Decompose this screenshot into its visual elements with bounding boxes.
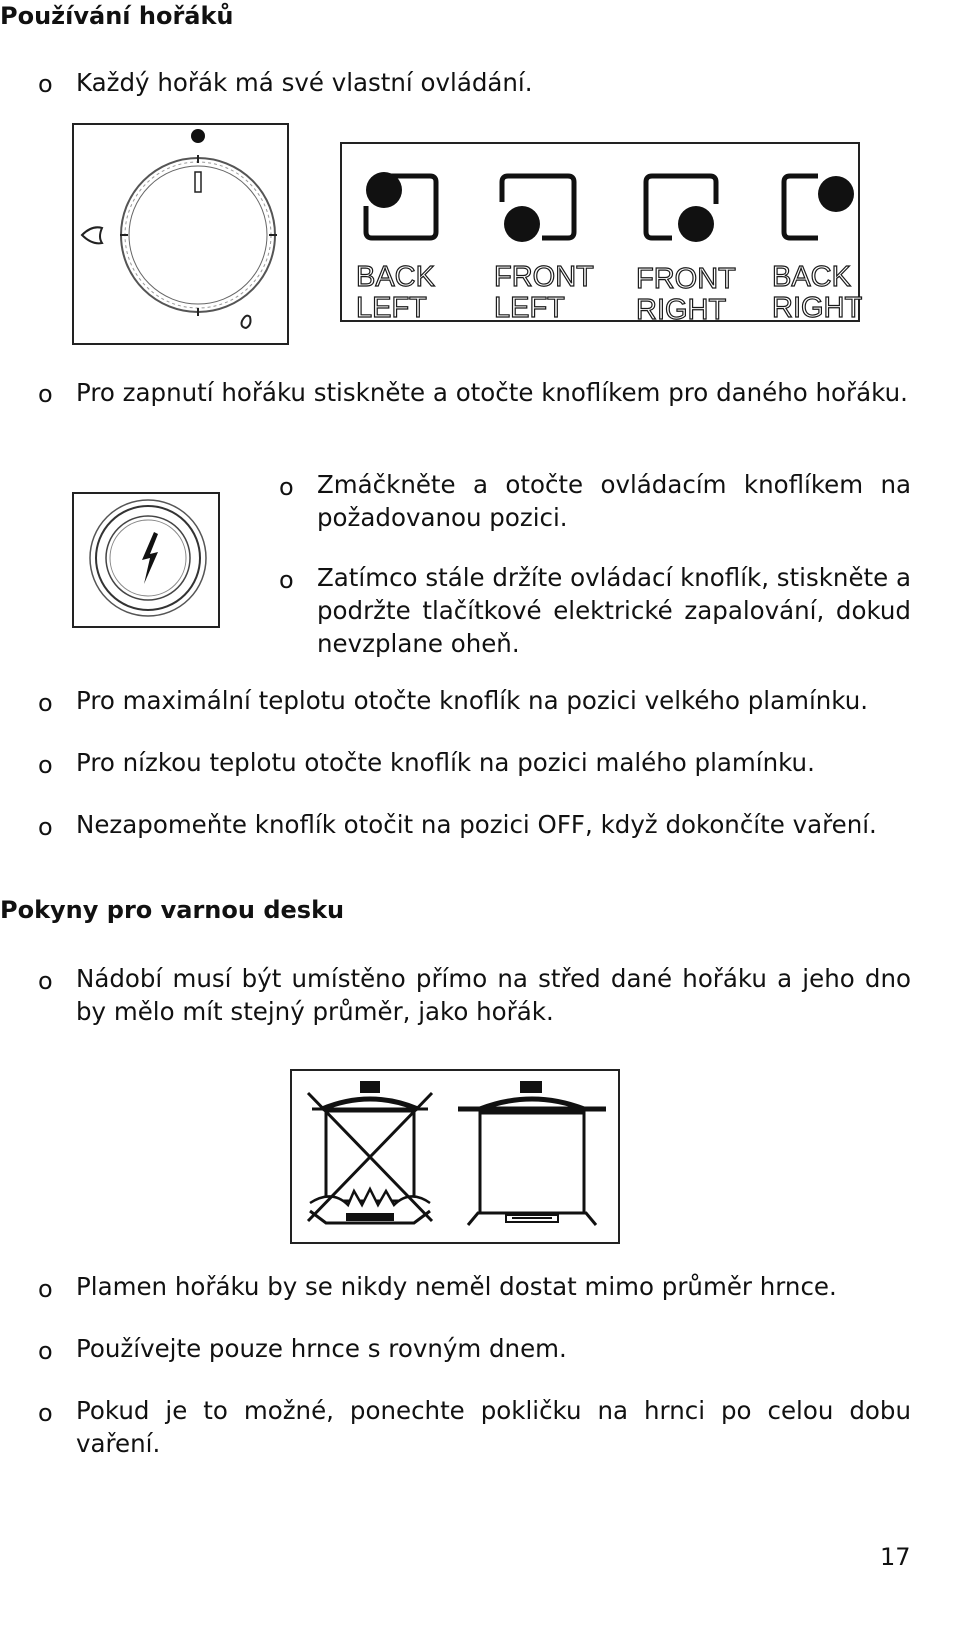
correct-pot-icon [458, 1081, 606, 1225]
section-heading-burners: Používání hořáků [0, 2, 234, 30]
paragraph-keep-lid: Pokud je to možné, ponechte pokličku na hrnci po celou dobu vaření. [76, 1396, 911, 1458]
bullet-marker: o [38, 1337, 53, 1365]
pot-placement-drawing [292, 1071, 618, 1242]
small-flame-icon [242, 316, 251, 328]
paragraph-each-burner-control: Každý hořák má své vlastní ovládání. [76, 68, 533, 97]
paragraph-flame-diameter: Plamen hořáku by se nikdy neměl dostat mimo průměr hrnce. [76, 1272, 837, 1301]
back-left-symbol-icon [366, 172, 436, 238]
igniter-button-drawing [74, 494, 218, 626]
bullet-marker: o [38, 751, 53, 779]
bullet-marker: o [38, 967, 53, 995]
igniter-button-figure [72, 492, 220, 628]
dial-off-dot-icon [191, 129, 205, 143]
front-left-symbol-icon [502, 176, 574, 242]
burner-layout-figure [340, 142, 863, 326]
burner-label-back-right: BACK RIGHT [772, 261, 863, 324]
bullet-marker: o [279, 473, 294, 501]
paragraph-flat-bottom: Používejte pouze hrnce s rovným dnem. [76, 1334, 567, 1363]
paragraph-max-heat: Pro maximální teplotu otočte knoflík na pozici velkého plamínku. [76, 686, 869, 715]
large-flame-icon [82, 227, 102, 243]
bullet-marker: o [38, 689, 53, 717]
paragraph-low-heat: Pro nízkou teplotu otočte knoflík na pozici malého plamínku. [76, 748, 815, 777]
wrong-small-pot-icon [308, 1081, 432, 1223]
knob-dial-figure [72, 123, 289, 345]
bullet-marker: o [38, 380, 53, 408]
back-right-symbol-icon [784, 176, 854, 238]
bullet-marker: o [38, 70, 53, 98]
bullet-marker: o [38, 1275, 53, 1303]
paragraph-hold-igniter: Zatímco stále držíte ovládací knoflík, stiskněte a podržte tlačítkové elektrické zapalování, dokud nevzplane oheň. [317, 563, 911, 658]
lightning-bolt-icon [142, 532, 158, 584]
knob-dial-drawing [74, 125, 287, 343]
burner-label-front-right: FRONT RIGHT [636, 263, 736, 326]
bullet-marker: o [38, 1399, 53, 1427]
dial-pointer-icon [195, 172, 201, 192]
paragraph-press-and-turn: Zmáčkněte a otočte ovládacím knoflíkem na požadovanou pozici. [317, 470, 911, 532]
section-heading-hob: Pokyny pro varnou desku [0, 896, 345, 924]
burner-label-front-left: FRONT LEFT [494, 261, 594, 324]
pot-placement-figure [290, 1069, 620, 1244]
paragraph-turn-off: Nezapomeňte knoflík otočit na pozici OFF, když dokončíte vaření. [76, 810, 877, 839]
bullet-marker: o [279, 566, 294, 594]
bullet-marker: o [38, 813, 53, 841]
paragraph-cookware-centered: Nádobí musí být umístěno přímo na střed dané hořáku a jeho dno by mělo mít stejný průměr, jako hořák. [76, 964, 911, 1026]
paragraph-turn-on-burner: Pro zapnutí hořáku stiskněte a otočte knoflíkem pro daného hořáku. [76, 378, 908, 407]
page-number: 17 [880, 1543, 911, 1571]
front-right-symbol-icon [646, 176, 716, 242]
burner-label-back-left: BACK LEFT [356, 261, 435, 324]
